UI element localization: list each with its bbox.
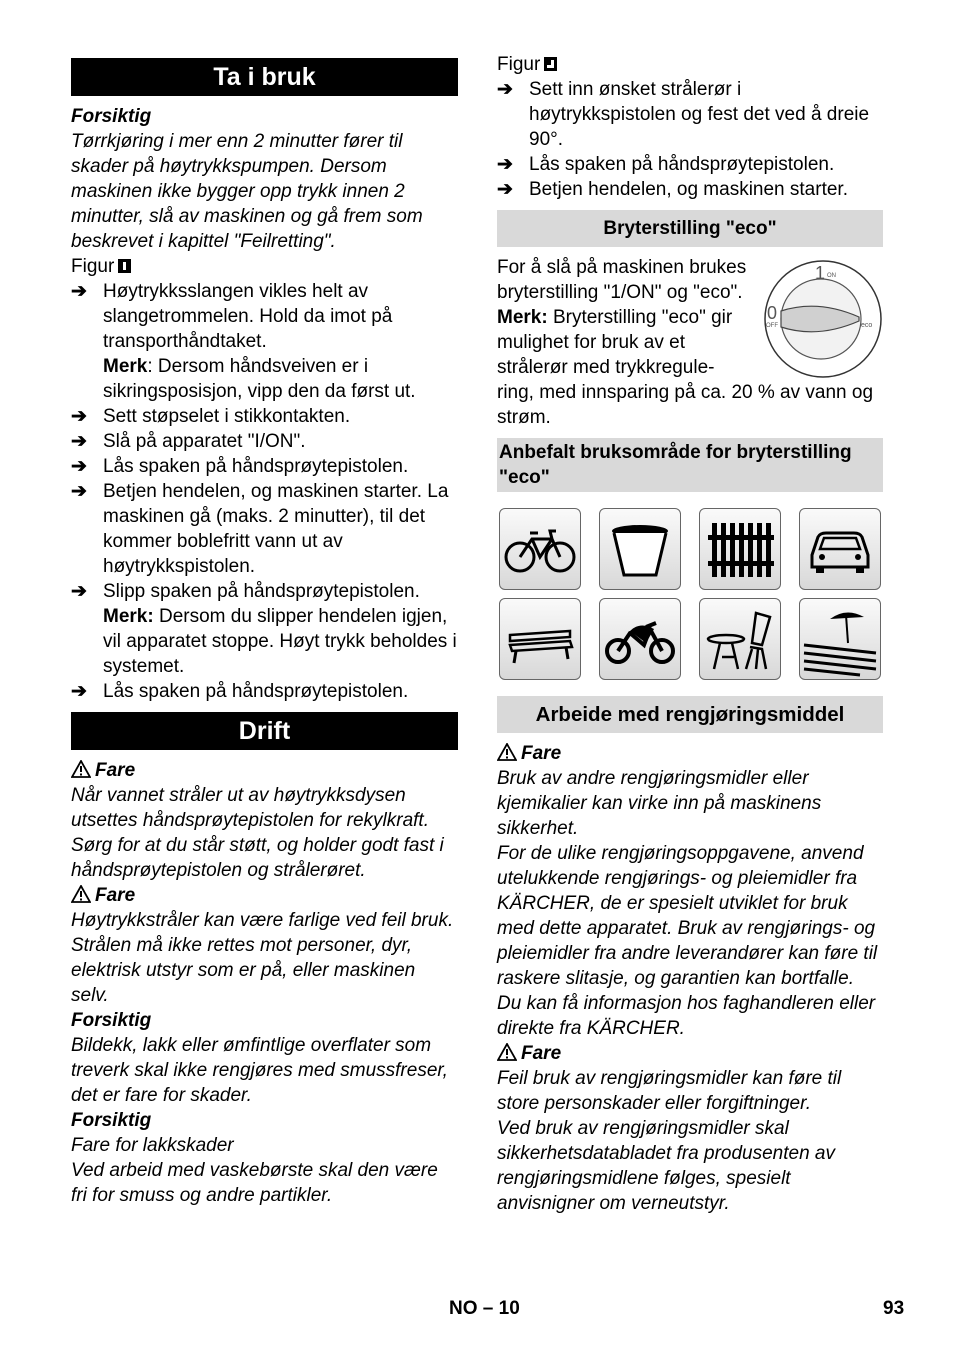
flower-pot-icon — [599, 508, 681, 590]
caution-text: Ved arbeid med vaskebørste skal den være fri for smuss og andre partikler. — [71, 1160, 438, 1206]
step-item — [71, 429, 458, 454]
knob-on-number: 1 — [815, 263, 826, 283]
knob-off-label: OFF — [766, 323, 778, 329]
knob-off-number: 0 — [767, 303, 778, 323]
step-item — [497, 152, 883, 177]
step-item — [71, 279, 458, 404]
danger-text: Når vannet stråler ut av høytrykksdysen utsettes håndsprøytepistolen for rekylkraft. Sørg for at du står støtt, og holder godt fast i håndsprøytepistolen og strålerøret. — [71, 785, 444, 881]
danger-text: For de ulike rengjøringsoppgavene, anvend utelukkende rengjørings- og pleiemidler fra KÄRCHER, de er spesielt utviklet for bruk med dette apparatet. Bruk av rengjørings- og pleiemidler fra andre leverandører kan føre til raskere slitasje, og garantien kan bortfalle. Du kan få informasjon hos faghandleren eller direkte fra KÄRCHER. — [497, 843, 878, 1039]
figure-ref — [71, 254, 458, 279]
danger-text: Bruk av andre rengjøringsmidler eller kjemikalier kan virke inn på maskinens sikkerhet. — [497, 768, 822, 839]
eco-section-title: Bryterstilling "eco" — [497, 210, 883, 247]
step-text: Slipp spaken på håndsprøytepistolen. — [103, 581, 420, 602]
caution-heading: Forsiktig — [71, 1110, 152, 1131]
car-icon — [799, 508, 881, 590]
garden-bench-icon — [499, 598, 581, 680]
danger-heading: Fare — [497, 741, 883, 766]
arrow-icon: ➔ — [71, 581, 87, 602]
eco-note: Merk: Bryterstilling "eco" gir mulighet for bruk av et strålerør med trykkregule- — [497, 307, 733, 378]
arrow-icon: ➔ — [497, 79, 513, 100]
figure-label: Figur — [71, 256, 115, 277]
warning-triangle-icon — [71, 760, 91, 778]
warning-triangle-icon — [71, 885, 91, 903]
knob-eco-label: eco — [861, 322, 873, 329]
recommended-use-title: Anbefalt bruksområde for bryterstilling "eco" — [497, 438, 883, 492]
left-column — [71, 58, 458, 1208]
step-text: Sett inn ønsket strålerør i høytrykkspistolen og fest det ved å dreie 90°. — [529, 79, 870, 150]
bicycle-icon — [499, 508, 581, 590]
figure-ref — [497, 52, 883, 77]
arrow-icon: ➔ — [71, 681, 87, 702]
step-item — [71, 679, 458, 704]
step-item — [71, 404, 458, 429]
fence-icon — [699, 508, 781, 590]
caution-text: Bildekk, lakk eller ømfintlige overflater som treverk skal ikke rengjøres med smussfreser, det er fare for skader. — [71, 1035, 448, 1106]
section-title-ta-i-bruk: Ta i bruk — [71, 58, 458, 96]
terrace-icon — [799, 598, 881, 680]
eco-text: For å slå på maskinen brukes bryterstilling "1/ON" og "eco". — [497, 257, 747, 303]
step-text: Sett støpselet i stikkontakten. — [103, 406, 351, 427]
arrow-icon: ➔ — [497, 154, 513, 175]
section-title-drift: Drift — [71, 712, 458, 750]
caution-heading: Forsiktig — [71, 106, 152, 127]
step-item — [71, 454, 458, 479]
figure-i-icon — [118, 259, 131, 273]
detergent-section-title: Arbeide med rengjøringsmiddel — [497, 696, 883, 733]
right-column — [497, 54, 883, 1216]
switch-knob-icon — [763, 259, 883, 379]
step-text: Lås spaken på håndsprøytepistolen. — [103, 456, 409, 477]
garden-furniture-icon — [699, 598, 781, 680]
eco-usage-icon-grid — [499, 508, 883, 680]
motorcycle-icon — [599, 598, 681, 680]
step-text: Høytrykksslangen vikles helt av slangetrommelen. Hold da imot på transporthåndtaket. — [103, 281, 393, 352]
caution-heading: Forsiktig — [71, 1010, 152, 1031]
eco-note-continued: ring, med innsparing på ca. 20 % av vann og strøm. — [497, 382, 874, 428]
arrow-icon: ➔ — [497, 179, 513, 200]
warning-triangle-icon — [497, 743, 517, 761]
step-item — [71, 579, 458, 679]
arrow-icon: ➔ — [71, 456, 87, 477]
arrow-icon: ➔ — [71, 281, 87, 302]
note-label: Merk: — [103, 606, 154, 627]
step-text: Betjen hendelen, og maskinen starter. La maskinen gå (maks. 2 minutter), til det kommer boblefritt vann ut av høytrykkspistolen. — [103, 481, 449, 577]
step-text: Lås spaken på håndsprøytepistolen. — [103, 681, 409, 702]
page-number: 93 — [883, 1298, 905, 1319]
caution-text: Fare for lakkskader — [71, 1135, 234, 1156]
arrow-icon: ➔ — [71, 406, 87, 427]
danger-text: Ved bruk av rengjøringsmidler skal sikkerhetsdatabladet fra produsenten av rengjøringsmidlene følges, spesielt anvisnigner om verneutstyr. — [497, 1118, 835, 1214]
step-item — [497, 77, 883, 152]
arrow-icon: ➔ — [71, 481, 87, 502]
footer-section-label: NO – 10 — [449, 1298, 520, 1319]
figure-j-icon — [544, 57, 557, 71]
step-text: Betjen hendelen, og maskinen starter. — [529, 179, 848, 200]
knob-on-label: ON — [827, 273, 836, 279]
danger-text: Høytrykkstråler kan være farlige ved feil bruk. Strålen må ikke rettes mot personer, dyr, elektrisk utstyr som er på, eller maskinen selv. — [71, 910, 454, 1006]
step-item — [497, 177, 883, 202]
step-item — [71, 479, 458, 579]
step-text: Slå på apparatet "I/ON". — [103, 431, 306, 452]
step-text: Lås spaken på håndsprøytepistolen. — [529, 154, 835, 175]
danger-text: Feil bruk av rengjøringsmidler kan føre til store personskader eller forgiftninger. — [497, 1068, 842, 1114]
eco-section — [497, 255, 883, 430]
caution-text: Tørrkjøring i mer enn 2 minutter fører til skader på høytrykkspumpen. Dersom maskinen ikke bygger opp trykk innen 2 minutter, slå av maskinen og gå frem som beskrevet i kapittel "Feilretting". — [71, 131, 423, 252]
warning-triangle-icon — [497, 1043, 517, 1061]
note-text: : Dersom håndsveiven er i sikringsposisjon, vipp den da først ut. — [103, 356, 416, 402]
note-text: Dersom du slipper hendelen igjen, vil apparatet stoppe. Høyt trykk beholdes i systemet. — [103, 606, 457, 677]
danger-heading: Fare — [71, 883, 458, 908]
danger-heading: Fare — [71, 758, 458, 783]
figure-label: Figur — [497, 54, 541, 75]
danger-heading: Fare — [497, 1041, 883, 1066]
note-label: Merk — [103, 356, 148, 377]
arrow-icon: ➔ — [71, 431, 87, 452]
